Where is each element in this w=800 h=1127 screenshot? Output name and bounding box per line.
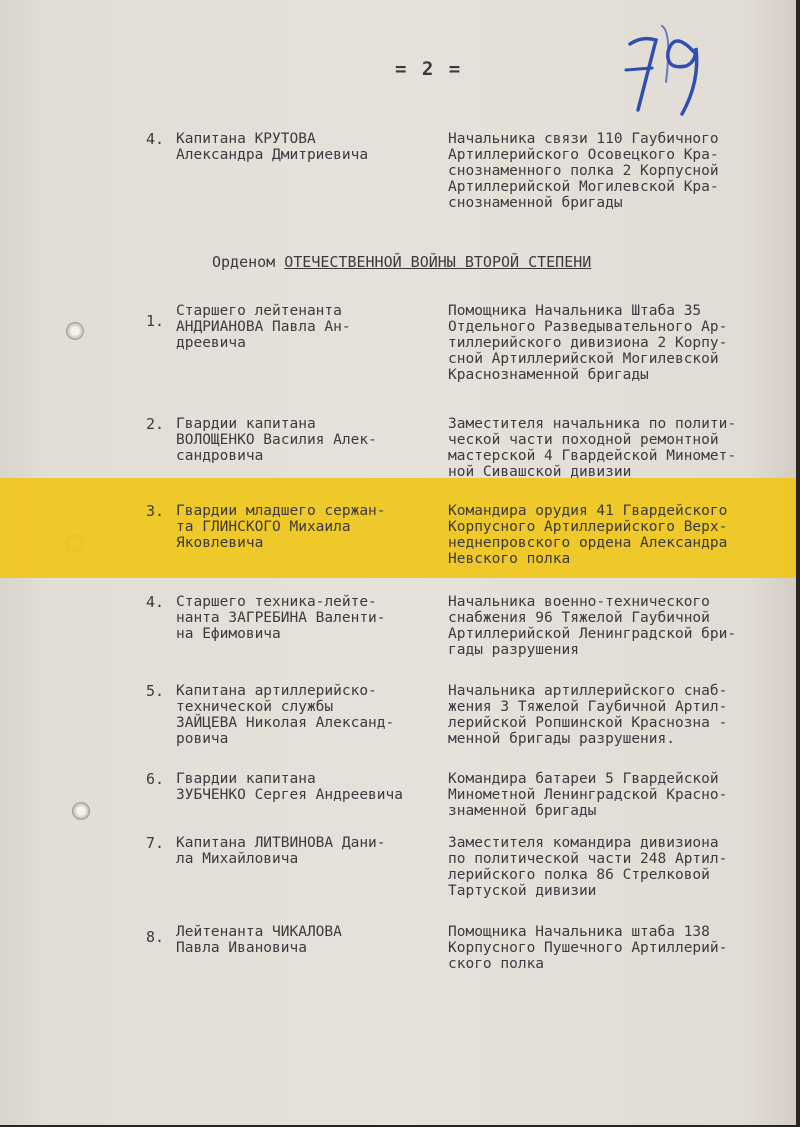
punch-hole (66, 322, 84, 340)
name-line: АНДРИАНОВА Павла Ан- (176, 319, 351, 335)
recipient-name (176, 416, 436, 464)
position-line: Артиллерийской Могилевской Кра- (448, 179, 719, 195)
position-line: снабжения 96 Тяжелой Гаубичной (448, 610, 710, 626)
entry-number: 7. (146, 834, 165, 852)
name-line: ЗАЙЦЕВА Николая Александ- (176, 715, 395, 731)
recipient-name (176, 924, 436, 956)
order-heading-title: ОТЕЧЕСТВЕННОЙ ВОЙНЫ ВТОРОЙ СТЕПЕНИ (284, 253, 592, 271)
name-line: дреевича (176, 335, 246, 351)
position-line: мастерской 4 Гвардейской Миномет- (448, 448, 737, 464)
name-line: Александра Дмитриевича (176, 147, 369, 163)
position-line: менной бригады разрушения. (448, 731, 675, 747)
recipient-position (448, 924, 778, 972)
position-line: неднепровского ордена Александра (448, 535, 728, 551)
recipient-position (448, 771, 778, 819)
entry-number: 1. (146, 312, 165, 330)
position-line: Минометной Ленинградской Красно- (448, 787, 728, 803)
name-line: та ГЛИНСКОГО Михаила (176, 519, 351, 535)
position-line: ческой части походной ремонтной (448, 432, 719, 448)
name-line: Павла Ивановича (176, 940, 307, 956)
entry-number: 4. (146, 130, 165, 148)
entry-number: 6. (146, 770, 165, 788)
recipient-position (448, 683, 778, 747)
position-line: жения 3 Тяжелой Гаубичной Артил- (448, 699, 728, 715)
entry-number: 8. (146, 928, 165, 946)
name-line: Капитана КРУТОВА (176, 131, 316, 147)
position-line: ского полка (448, 956, 545, 972)
recipient-name (176, 303, 436, 351)
name-line: Яковлевича (176, 535, 264, 551)
position-line: Корпусного Пушечного Артиллерий- (448, 940, 728, 956)
name-line: сандровича (176, 448, 264, 464)
position-line: лерийской Ропшинской Краснозна - (448, 715, 728, 731)
name-line: нанта ЗАГРЕБИНА Валенти- (176, 610, 386, 626)
position-line: по политической части 248 Артил- (448, 851, 728, 867)
position-line: Краснознаменной бригады (448, 367, 649, 383)
position-line: Помощника Начальника Штаба 35 (448, 303, 702, 319)
name-line: ровича (176, 731, 229, 747)
handwritten-page-number (622, 22, 712, 122)
position-line: Командира орудия 41 Гвардейского (448, 503, 728, 519)
recipient-name (176, 683, 436, 747)
position-line: Невского полка (448, 551, 571, 567)
name-line: ВОЛОЩЕНКО Василия Алек- (176, 432, 377, 448)
position-line: Артиллерийского Осовецкого Кра- (448, 147, 719, 163)
position-line: Заместителя начальника по полити- (448, 416, 737, 432)
position-line: Командира батареи 5 Гвардейской (448, 771, 719, 787)
recipient-position (448, 835, 778, 899)
recipient-name (176, 594, 436, 642)
position-line: Заместителя командира дивизиона (448, 835, 719, 851)
entry-number: 4. (146, 593, 165, 611)
position-line: лерийского полка 86 Стрелковой (448, 867, 710, 883)
name-line: Гвардии капитана (176, 771, 316, 787)
position-line: тиллерийского дивизиона 2 Корпу- (448, 335, 728, 351)
name-line: ла Михайловича (176, 851, 299, 867)
position-line: снознаменного полка 2 Корпусной (448, 163, 719, 179)
position-line: Корпусного Артиллерийского Верх- (448, 519, 728, 535)
position-line: сной Артиллерийской Могилевской (448, 351, 719, 367)
name-line: Старшего лейтенанта (176, 303, 342, 319)
name-line: Капитана ЛИТВИНОВА Дани- (176, 835, 386, 851)
order-heading (212, 253, 591, 271)
name-line: на Ефимовича (176, 626, 281, 642)
position-line: снознаменной бригады (448, 195, 623, 211)
recipient-position (448, 303, 778, 383)
position-line: гады разрушения (448, 642, 579, 658)
name-line: Гвардии капитана (176, 416, 316, 432)
recipient-position (448, 503, 778, 567)
name-line: Капитана артиллерийско- (176, 683, 377, 699)
name-line: Старшего техника-лейте- (176, 594, 377, 610)
recipient-position (448, 131, 778, 211)
position-line: Отдельного Разведывательного Ар- (448, 319, 728, 335)
position-line: Начальника военно-технического (448, 594, 710, 610)
entry-number: 3. (146, 502, 165, 520)
position-line: Начальника связи 110 Гаубичного (448, 131, 719, 147)
punch-hole (72, 802, 90, 820)
recipient-name (176, 131, 436, 163)
name-line: технической службы (176, 699, 334, 715)
recipient-name (176, 835, 436, 867)
position-line: Артиллерийской Ленинградской бри- (448, 626, 737, 642)
page-number: = 2 = (395, 58, 463, 80)
entry-number: 2. (146, 415, 165, 433)
recipient-name (176, 503, 436, 551)
position-line: знаменной бригады (448, 803, 597, 819)
recipient-position (448, 416, 778, 480)
position-line: Помощника Начальника штаба 138 (448, 924, 710, 940)
position-line: Тартуской дивизии (448, 883, 597, 899)
name-line: Гвардии младшего сержан- (176, 503, 386, 519)
entry-number: 5. (146, 682, 165, 700)
position-line: Начальника артиллерийского снаб- (448, 683, 728, 699)
name-line: ЗУБЧЕНКО Сергея Андреевича (176, 787, 403, 803)
name-line: Лейтенанта ЧИКАЛОВА (176, 924, 342, 940)
recipient-position (448, 594, 778, 658)
position-line: ной Сивашской дивизии (448, 464, 632, 480)
recipient-name (176, 771, 436, 803)
order-heading-prefix: Орденом (212, 253, 285, 271)
